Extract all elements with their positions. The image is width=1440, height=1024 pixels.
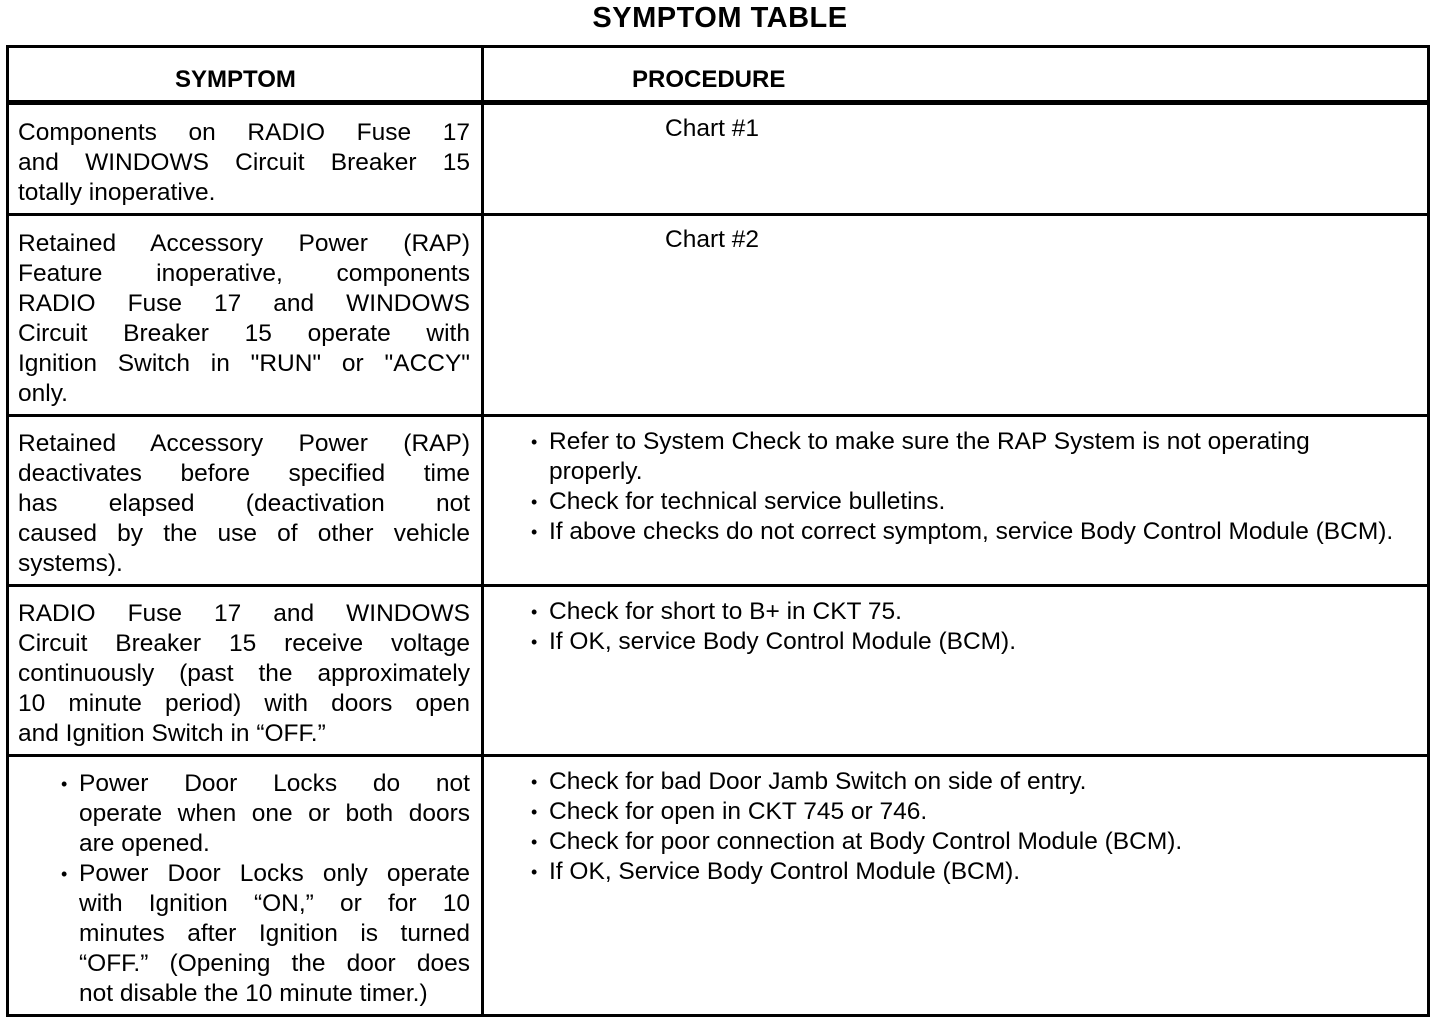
symptom-line: Components on RADIO Fuse 17: [18, 119, 470, 146]
procedure-item: • Check for poor connection at Body Control Module (BCM).: [527, 827, 1407, 857]
row-divider: [9, 213, 1427, 216]
row-1-symptom: [18, 118, 470, 208]
procedure-list: [527, 767, 1407, 887]
symptom-item: [57, 859, 470, 1009]
row-2-procedure: Chart #2: [665, 226, 759, 253]
row-divider: [9, 754, 1427, 757]
row-divider: [9, 584, 1427, 587]
symptom-line: Feature inoperative, components: [18, 260, 470, 287]
procedure-list: [527, 427, 1407, 547]
symptom-line: 10 minute period) with doors open: [18, 690, 470, 717]
page-title: SYMPTOM TABLE: [592, 2, 848, 34]
symptom-line: Retained Accessory Power (RAP): [18, 430, 470, 457]
row-5-symptom: [57, 769, 470, 1009]
symptom-line: are opened.: [79, 830, 210, 857]
symptom-line: operate when one or both doors: [79, 800, 470, 827]
symptom-line: Ignition Switch in "RUN" or "ACCY": [18, 350, 470, 377]
symptom-line: “OFF.” (Opening the door does: [79, 950, 470, 977]
procedure-item: • Refer to System Check to make sure the RAP System is not operating properly.: [527, 427, 1407, 487]
symptom-line: RADIO Fuse 17 and WINDOWS: [18, 600, 470, 627]
symptom-line: with Ignition “ON,” or for 10: [79, 890, 470, 917]
symptom-line: minutes after Ignition is turned: [79, 920, 470, 947]
symptom-line: and Ignition Switch in “OFF.”: [18, 720, 326, 747]
symptom-line: not disable the 10 minute timer.): [79, 980, 428, 1007]
symptom-line: • Power Door Locks only operate: [79, 860, 470, 887]
symptom-line: totally inoperative.: [18, 179, 216, 206]
symptom-line: Circuit Breaker 15 operate with: [18, 320, 470, 347]
row-5-procedure: [527, 767, 1407, 887]
header-divider: [9, 100, 1427, 105]
procedure-item: • If OK, Service Body Control Module (BCM).: [527, 857, 1407, 887]
symptom-line: continuously (past the approximately: [18, 660, 470, 687]
symptom-list: [57, 769, 470, 1009]
symptom-line: Circuit Breaker 15 receive voltage: [18, 630, 470, 657]
symptom-line: only.: [18, 380, 68, 407]
procedure-list: [527, 597, 1407, 657]
symptom-line: and WINDOWS Circuit Breaker 15: [18, 149, 470, 176]
header-symptom: SYMPTOM: [175, 66, 296, 93]
symptom-line: caused by the use of other vehicle: [18, 520, 470, 547]
symptom-item: [57, 769, 470, 859]
row-divider: [9, 414, 1427, 417]
row-1-procedure: Chart #1: [665, 115, 759, 142]
symptom-line: RADIO Fuse 17 and WINDOWS: [18, 290, 470, 317]
procedure-item: • If above checks do not correct symptom, service Body Control Module (BCM).: [527, 517, 1407, 547]
procedure-item: • Check for open in CKT 745 or 746.: [527, 797, 1407, 827]
symptom-line: systems).: [18, 550, 123, 577]
procedure-item: • If OK, service Body Control Module (BCM).: [527, 627, 1407, 657]
row-4-symptom: [18, 599, 470, 749]
procedure-item: • Check for bad Door Jamb Switch on side of entry.: [527, 767, 1407, 797]
symptom-table: [6, 45, 1430, 1017]
procedure-item: • Check for short to B+ in CKT 75.: [527, 597, 1407, 627]
symptom-line: • Power Door Locks do not: [79, 770, 470, 797]
header-procedure: PROCEDURE: [632, 66, 786, 93]
row-3-procedure: [527, 427, 1407, 547]
symptom-line: deactivates before specified time: [18, 460, 470, 487]
row-4-procedure: [527, 597, 1407, 657]
symptom-line: has elapsed (deactivation not: [18, 490, 470, 517]
symptom-line: Retained Accessory Power (RAP): [18, 230, 470, 257]
procedure-item: • Check for technical service bulletins.: [527, 487, 1407, 517]
row-3-symptom: [18, 429, 470, 579]
column-divider: [481, 48, 484, 1014]
row-2-symptom: [18, 229, 470, 409]
